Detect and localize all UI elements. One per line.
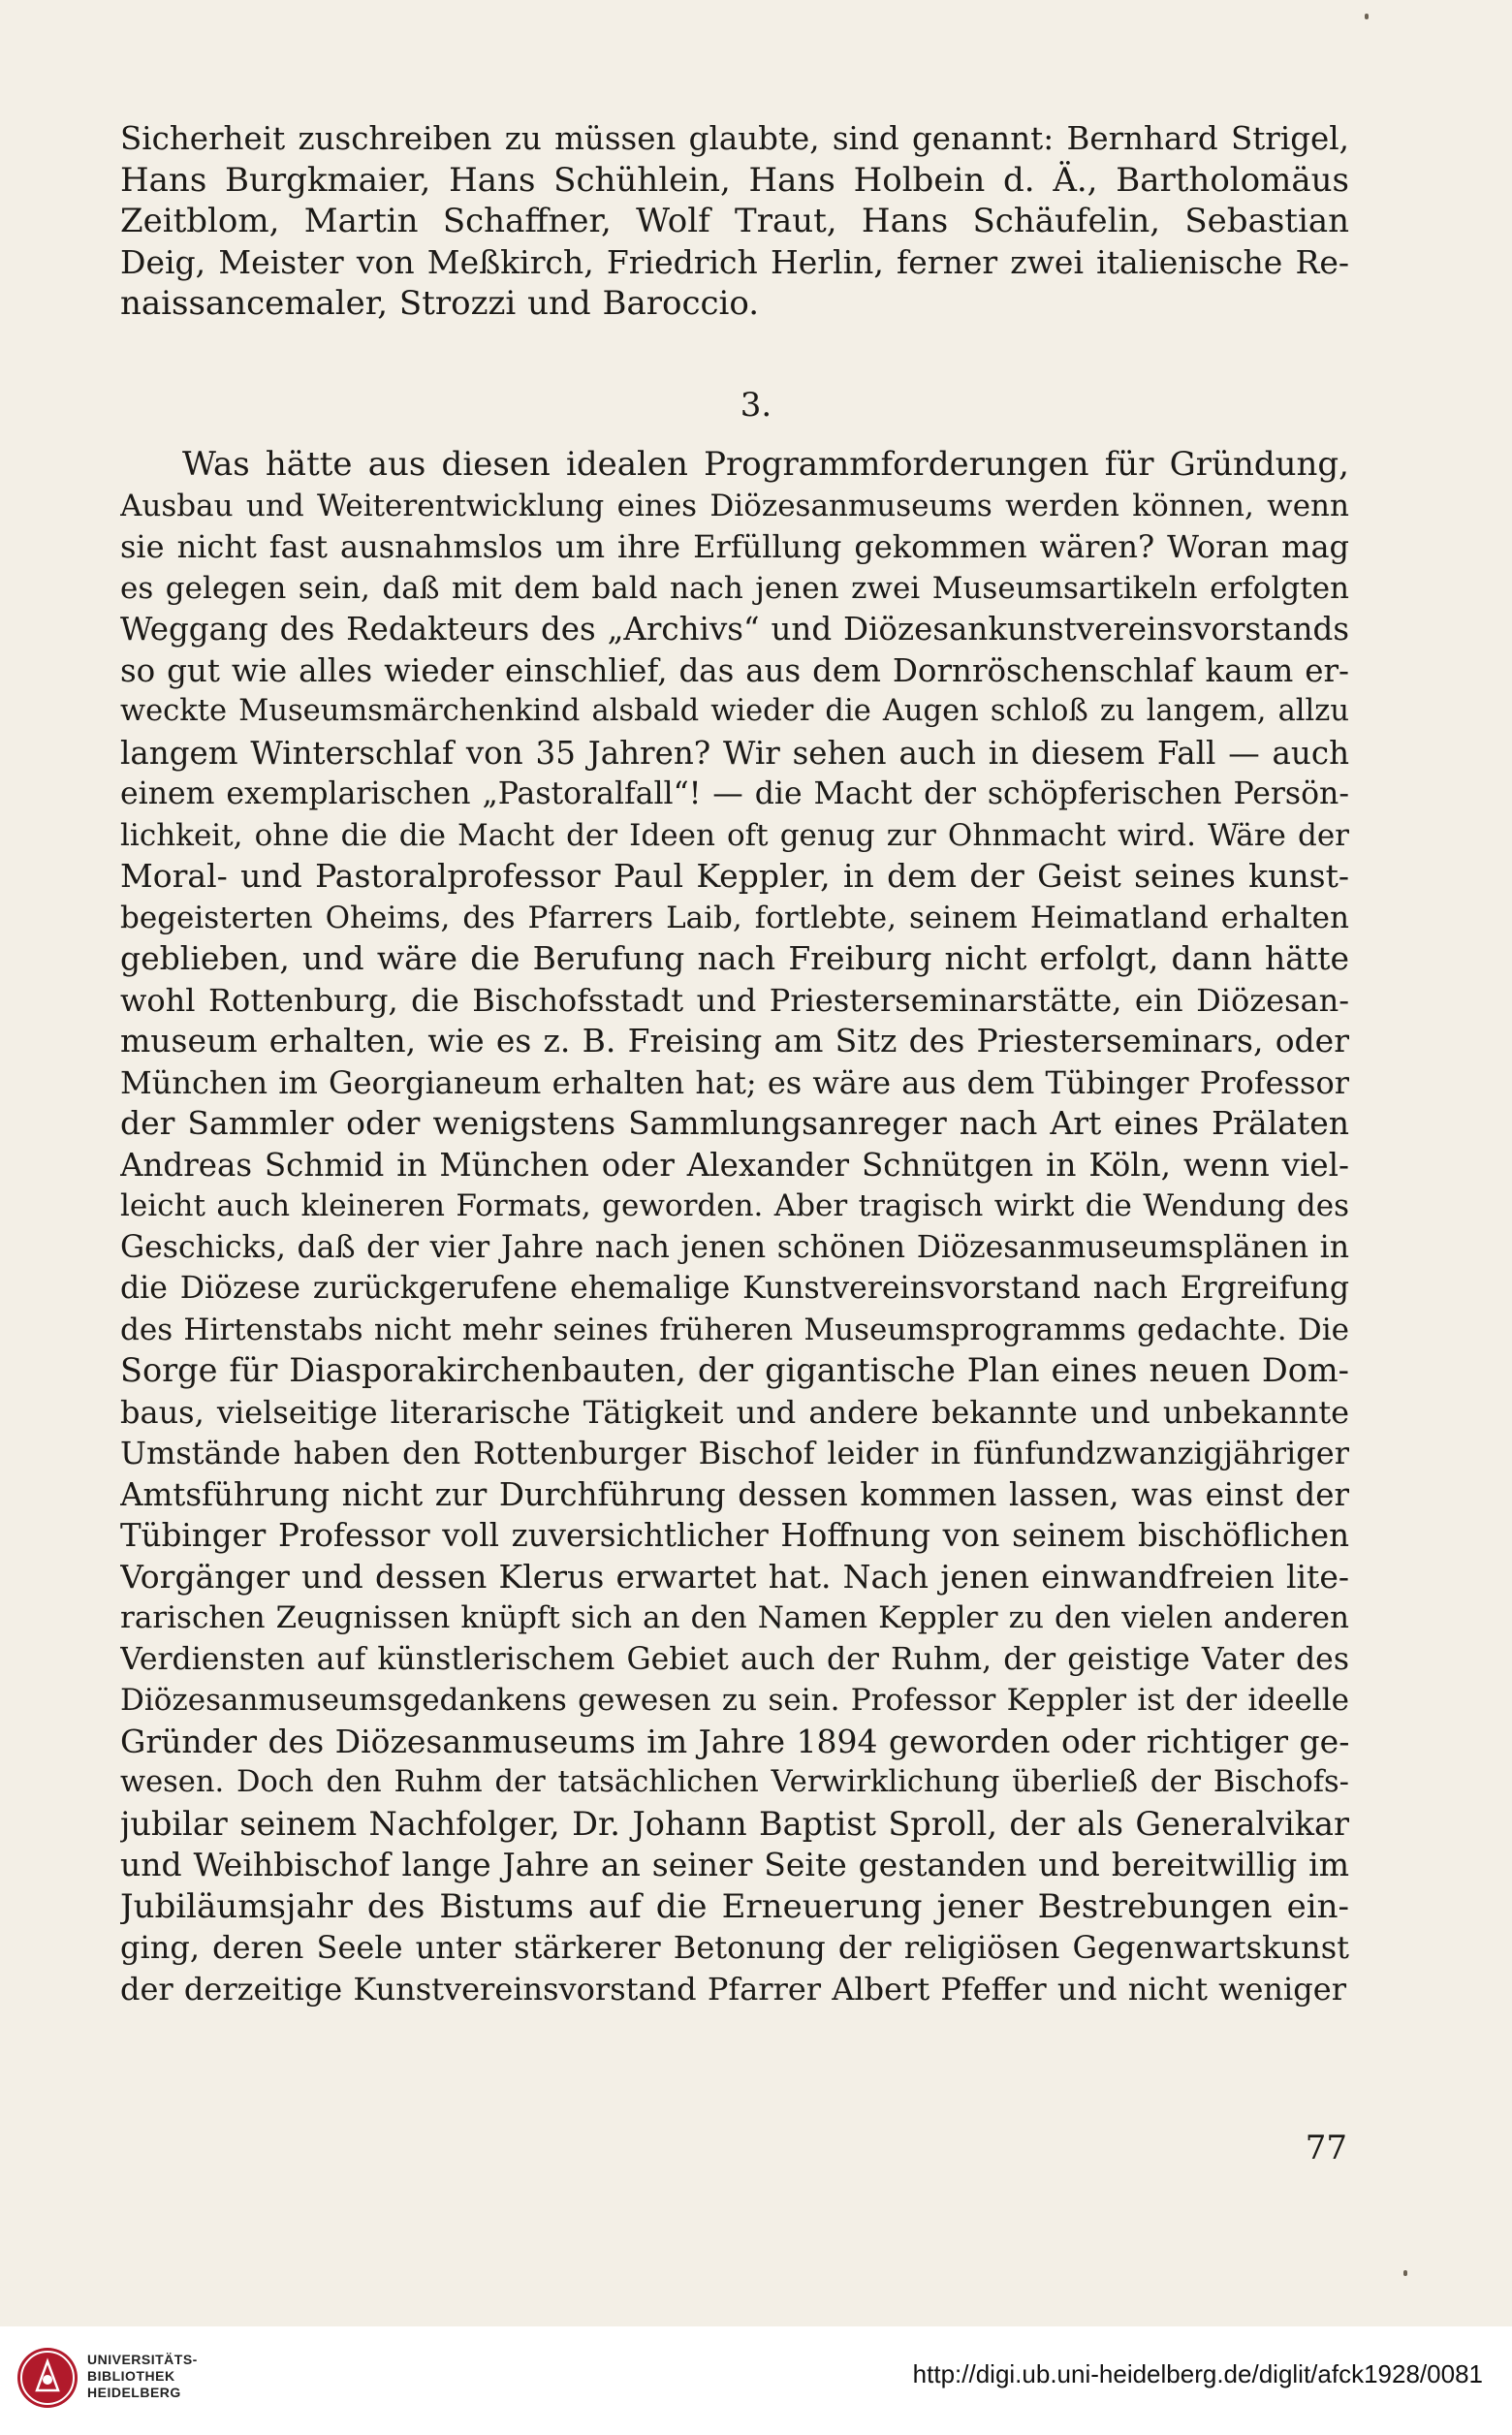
text-line: rarischen Zeugnissen knüpft sich an den Namen Keppler zu den vielen anderen [120, 1600, 1349, 1635]
speck-mark [1365, 14, 1369, 19]
text-line: weckte Museumsmärchenkind alsbald wieder die Augen schloß zu langem, allzu [120, 694, 1349, 728]
library-name [87, 2352, 198, 2401]
text-line: Tübinger Professor voll zuversichtlicher Hoffnung von seinem bischöflichen [120, 1517, 1349, 1554]
text-line: naissancemaler, Strozzi und Baroccio. [120, 284, 760, 323]
library-name-line: HEIDELBERG [87, 2385, 181, 2400]
text-line: der derzeitige Kunstvereinsvorstand Pfarrer Albert Pfeffer und nicht weniger [120, 1970, 1346, 2008]
text-line: des Hirtenstabs nicht mehr seines früheren Museumsprogramms gedachte. Die [120, 1312, 1349, 1347]
text-line: sie nicht fast ausnahmslos um ihre Erfüllung gekommen wären? Woran mag [120, 528, 1349, 565]
speck-mark [1403, 2270, 1407, 2276]
text-line: wesen. Doch den Ruhm der tatsächlichen Verwirklichung überließ der Bischofs- [120, 1765, 1349, 1799]
source-url-link[interactable]: http://digi.ub.uni-heidelberg.de/diglit/afck1928/0081 [912, 2359, 1483, 2388]
section-number: 3. [740, 386, 772, 425]
text-line: Hans Burgkmaier, Hans Schühlein, Hans Holbein d. Ä., Bartholomäus [120, 160, 1349, 200]
text-line: Amtsführung nicht zur Durchführung dessen kommen lassen, was einst der [120, 1475, 1349, 1513]
text-line: Weggang des Redakteurs des „Archivs“ und Diözesankunstvereinsvorstands [120, 611, 1349, 648]
text-line: Geschicks, daß der vier Jahre nach jenen schönen Diözesanmuseumsplänen in [120, 1229, 1349, 1265]
text-line: Andreas Schmid in München oder Alexander Schnütgen in Köln, wenn viel- [120, 1146, 1349, 1184]
text-line: wohl Rottenburg, die Bischofsstadt und Priesterseminarstätte, ein Diözesan- [120, 981, 1349, 1019]
text-line: langem Winterschlaf von 35 Jahren? Wir sehen auch in diesem Fall — auch [120, 734, 1349, 772]
text-line: jubilar seinem Nachfolger, Dr. Johann Baptist Sproll, der als Generalvikar [120, 1804, 1349, 1843]
text-line: Gründer des Diözesanmuseums im Jahre 1894 geworden oder richtiger ge- [120, 1722, 1349, 1760]
text-line: so gut wie alles wieder einschlief, das aus dem Dornröschenschlaf kaum er- [120, 651, 1349, 689]
text-line: geblieben, und wäre die Berufung nach Freiburg nicht erfolgt, dann hätte [120, 939, 1349, 977]
text-line: leicht auch kleineren Formats, geworden. Aber tragisch wirkt die Wendung des [120, 1188, 1349, 1223]
text-line: baus, vielseitige literarische Tätigkeit und andere bekannte und unbekannte [120, 1393, 1349, 1431]
text-line: die Diözese zurückgerufene ehemalige Kunstvereinsvorstand nach Ergreifung [120, 1271, 1349, 1306]
text-line: Jubiläumsjahr des Bistums auf die Erneuerung jener Bestrebungen ein- [120, 1886, 1349, 1926]
text-line: einem exemplarischen „Pastoralfall“! — die Macht der schöpferischen Persön- [120, 776, 1349, 811]
library-name-line: BIBLIOTHEK [87, 2368, 175, 2384]
text-line: Vorgänger und dessen Klerus erwartet hat. Nach jenen einwandfreien lite- [120, 1557, 1349, 1596]
text-line: Zeitblom, Martin Schaffner, Wolf Traut, Hans Schäufelin, Sebastian [120, 202, 1349, 240]
text-line: Sorge für Diasporakirchenbauten, der gigantische Plan eines neuen Dom- [120, 1351, 1349, 1389]
paragraph-main [120, 444, 1349, 2009]
text-line: museum erhalten, wie es z. B. Freising am Sitz des Priesterseminars, oder [120, 1022, 1349, 1059]
library-name-line: UNIVERSITÄTS- [87, 2352, 198, 2367]
page-number: 77 [1305, 2129, 1347, 2167]
university-seal-icon [17, 2348, 78, 2408]
text-line: ging, deren Seele unter stärkerer Betonung der religiösen Gegenwartskunst [120, 1929, 1349, 1966]
text-line: Ausbau und Weiterentwicklung eines Diözesanmuseums werden können, wenn [120, 488, 1349, 523]
text-line: Verdiensten auf künstlerischem Gebiet auch der Ruhm, der geistige Vater des [120, 1641, 1349, 1677]
paragraph-continuation [120, 118, 1349, 325]
text-line: Was hätte aus diesen idealen Programmforderungen für Gründung, [182, 445, 1349, 484]
text-line: Diözesanmuseumsgedankens gewesen zu sein. Professor Keppler ist der ideelle [120, 1683, 1349, 1718]
text-line: Moral- und Pastoralprofessor Paul Keppler, in dem der Geist seines kunst- [120, 857, 1349, 895]
text-line: Deig, Meister von Meßkirch, Friedrich Herlin, ferner zwei italienische Re- [120, 242, 1349, 281]
text-line: der Sammler oder wenigstens Sammlungsanreger nach Art eines Prälaten [120, 1104, 1349, 1142]
text-line: München im Georgianeum erhalten hat; es wäre aus dem Tübinger Professor [120, 1063, 1349, 1101]
text-line: Umstände haben den Rottenburger Bischof leider in fünfundzwanzigjähriger [120, 1435, 1349, 1471]
text-line: lichkeit, ohne die die Macht der Ideen oft genug zur Ohnmacht wird. Wäre der [120, 817, 1349, 853]
text-line: und Weihbischof lange Jahre an seiner Seite gestanden und bereitwillig im [120, 1846, 1349, 1883]
text-line: es gelegen sein, daß mit dem bald nach jenen zwei Museumsartikeln erfolgten [120, 570, 1349, 606]
text-line: begeisterten Oheims, des Pfarrers Laib, fortlebte, seinem Heimatland erhalten [120, 900, 1349, 935]
text-line: Sicherheit zuschreiben zu müssen glaubte, sind genannt: Bernhard Strigel, [120, 120, 1349, 157]
